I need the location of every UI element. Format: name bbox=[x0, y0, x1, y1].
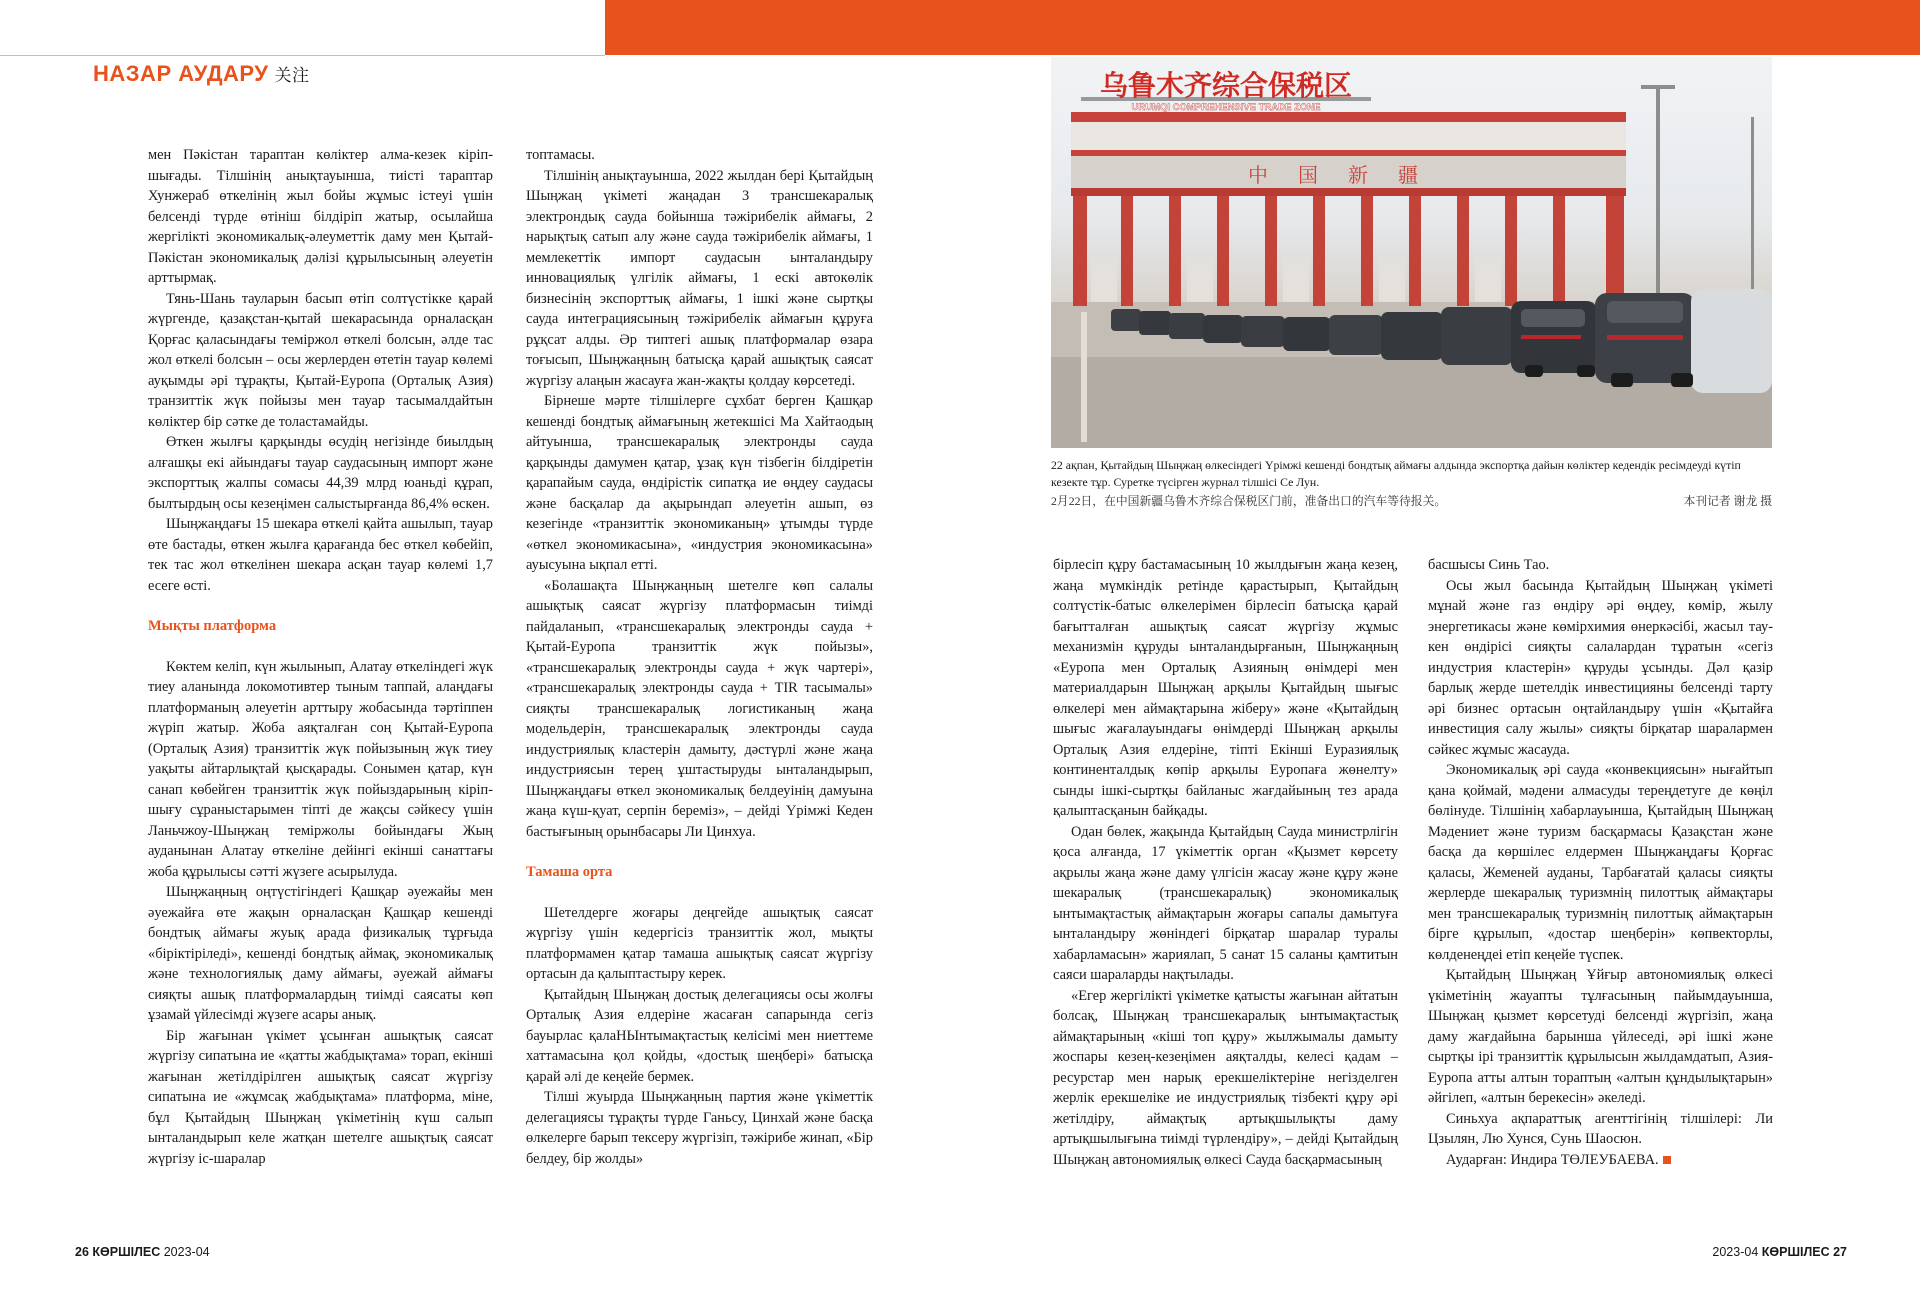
section-title-zh: 关注 bbox=[274, 66, 310, 85]
footer-right bbox=[1712, 1245, 1847, 1259]
section-title: НАЗАР АУДАРУ bbox=[93, 61, 269, 86]
paragraph: «Болашақта Шыңжаңның шетелге көп салалы ашықтық саясат жүргізу платформасын тиімді пайдаланып, «трансшекаралық электронды сауда + Қытай-Еуропа транзиттік жүк пойызы», «трансшекаралық электронды сауда + жүк чартері», «трансшекаралық электронды сауда + TIR тасымалы» сияқты трансшекаралық логистиканың жаңа модельдерін, трансшекаралық электронды сауда индустриялық кластерін дамыту, дәстүрлі және жаңа индустриясын терең ұштастыруды ынталандырып, Шыңжаңдағы өткел экономикалық белдеуінің дамуына жаңа күш-қуат, серпін береміз», – дейді Үрімжі Кеден бастығының орынбасары Ли Цинхуа. bbox=[526, 577, 873, 840]
photo-gate-text: 中国新疆 bbox=[1248, 163, 1448, 187]
paragraph: бірлесіп құру бастамасының 10 жылдығын жаңа кезең, жаңа мүмкіндік ретінде қарастырып, Қытайдың солтүстік-батыс өлкелерімен бірлесіп батысқа қарай бағытталған ашықтық саясат жүргізу жұмыс механизмін құруды ынталандырғанын, Шыңжаңның «Еуропа мен Орталық Азияның өнімдері мен материалдарын Шыңжаң арқылы Қытайдың шығыс өлкелері мен аймақтарына жіберу» және «Қытайдың шығыс жағалауындағы өнімдерді Шыңжаң арқылы Орталық Азия елдеріне, тіпті Екінші Еуразиялық континенталдық көпір арқылы Еуропаға жөнелту» сынды ішкі-сыртқы байланыс жағдайының тез арада қалыптасқанын байқады. bbox=[1053, 557, 1398, 819]
column-1 bbox=[148, 145, 493, 1169]
subheading: Мықты платформа bbox=[148, 618, 277, 634]
photo-credit: 本刊记者 谢龙 摄 bbox=[1683, 494, 1772, 508]
top-rule bbox=[0, 55, 605, 56]
paragraph: Шетелдерге жоғары деңгейде ашықтық саясат жүргізу үшін кедергісіз транзиттік жол, мықты платформамен қатар тамаша ашықтық саясат жүргізу ортасын да қалыптастыру керек. bbox=[526, 904, 873, 982]
top-accent-bar bbox=[605, 0, 1920, 55]
page-number-left: 26 bbox=[75, 1245, 89, 1259]
paragraph: мен Пәкістан тараптан көліктер алма-кезек кіріп-шығады. Тілшінің анықтауынша, тиісті тараптар Хунжераб өткелінің жыл бойы жұмыс істеуі үшін белсенді түрде өтініш білдіріп жатыр, осылайша жергілікті экономикалық-әлеуметтік даму мен Қытай-Пәкістан экономикалық дәлізі құрылысының әлеуетін арттырмақ. bbox=[148, 147, 493, 286]
page-number-right: 27 bbox=[1833, 1245, 1847, 1259]
magazine-name-left: КӨРШІЛЕС bbox=[92, 1245, 161, 1259]
photo-caption bbox=[1051, 457, 1772, 510]
paragraph: Синьхуа ақпараттық агенттігінің тілшілері: Ли Цзылян, Лю Хунся, Сунь Шаосюн. bbox=[1428, 1110, 1773, 1147]
paragraph: Көктем келіп, күн жылынып, Алатау өткеліндегі жүк тиеу аланында локомотивтер тыным таппай, алаңдағы платформаның әлеуетін арттыру жобасында тәртіппен жүріп жатыр. Жоба аяқталған соң Қытай-Еуропа (Орталық Азия) транзиттік жүк пойызының жүк тиеу уақыты айтарлықтай қысқарады. Сонымен қатар, күн санап көбейген транзиттік жүк пойыздарының кіріп-шығу сұраныстарымен тіпті де жақсы сәйкесу үшін Ланьчжоу-Шыңжаң теміржолы бойындағы Жың ауданынан Алатау өткеліне дейінгі екінші санаттағы жоба құрылысы сәтті жүзеге асырылуда. bbox=[148, 658, 493, 880]
section-header bbox=[93, 61, 309, 87]
photo-sign-english: URUMQI COMPREHENSIVE TRADE ZONE bbox=[1131, 102, 1321, 113]
translator-credit: Аударған: Индира ТӨЛЕУБАЕВА. bbox=[1446, 1151, 1659, 1168]
paragraph: Тілшінің анықтауынша, 2022 жылдан бері Қытайдың Шыңжаң үкіметі жаңадан 3 трансшекаралық электрондық сауда бойынша тәжірибелік аймағы, 2 нарықтық сатып алу және сауда тәжірибелік аймағы, 1 мемлекеттік импорт саудасын ынталандыру инновациялық үлгілік аймағы, 1 ескі автокөлік бизнесінің экспорттық аймағы, 1 ішкі және сыртқы сауда интеграциясының тәжірибелік аймағын құруға рұқсат алды. Әр типтегі ашық платформалар өзара тоғысып, Шыңжаңның батысқа қарай ашықтық саясат жүргізу алаңын жасауға жан-жақты қолдау көрсетеді. bbox=[526, 167, 873, 389]
issue-left: 2023-04 bbox=[163, 1245, 210, 1259]
subheading: Тамаша орта bbox=[526, 864, 613, 880]
paragraph: Шыңжаңдағы 15 шекара өткелі қайта ашылып, тауар өте бастады, өткен жылға қарағанда бес өткел көбейіп, тек тас жол өткелінен шекара асқан тауар көлемі 1,7 есеге өсті. bbox=[148, 516, 493, 594]
magazine-name-right: КӨРШІЛЕС bbox=[1761, 1245, 1830, 1259]
paragraph: «Егер жергілікті үкіметке қатысты жағынан айтатын болсақ, Шыңжаң трансшекаралық ынтымақтастық аймақтарының «кіші топ құру» жылжымалы дамыту жоспары кезең-кезеңімен аяқталды, келесі қадам – ресурстар мен нарық ерекшеліктеріне негізделген жерлік ерекшеліке ие индустриялық тізбекті құру әрі жетілдіру, аймақтық артықшылықты даму артықшылығына тиімді түрлендіру», – дейді Қытайдың Шыңжаң автономиялық өлкесі Сауда басқармасының bbox=[1053, 987, 1398, 1168]
caption-chinese-row bbox=[1051, 493, 1772, 510]
paragraph: Қытайдың Шыңжаң Ұйғыр автономиялық өлкесі үкіметінің жауапты тұлғасының пайымдауынша, Шыңжаң қызмет көрсетуді белсенді жүргізіп, жаңа даму жағдайына барынша үйлеседі, әрі ішкі және сыртқы ірі транзиттік құрылысын жылдамдатып, Азия-Еуропа атты алтын тораптың «алтын құндылықтарын» әйгілеп, «алтын берекесін» әкеледі. bbox=[1428, 967, 1773, 1106]
column-3 bbox=[1053, 555, 1398, 1170]
paragraph: топтамасы. bbox=[526, 147, 595, 163]
caption-chinese: 2月22日，在中国新疆乌鲁木齐综合保税区门前，准备出口的汽车等待报关。 bbox=[1051, 494, 1447, 508]
paragraph: Тянь-Шань тауларын басып өтіп солтүстікке қарай жүргенде, қазақстан-қытай шекарасында орналасқан Қорғас қаласындағы теміржол өткелі болсын, әлде тас жол өткелі болсын – осы жерлерден өтетін тауар көлемі ауқымды әрі тұрақты, Қытай-Еуропа (Орталық Азия) транзиттік жүк пойызы мен тауар тасымалдайтын көліктер бір сәтке де толастамайды. bbox=[148, 290, 493, 430]
caption-kazakh: 22 ақпан, Қытайдың Шыңжаң өлкесіндегі Үрімжі кешенді бондтық аймағы алдында экспортқа дайын көліктер кедендік ресімдеуді күтіп кезекте тұр. Суретке түсірген журнал тілшісі Се Лун. bbox=[1051, 458, 1741, 489]
paragraph bbox=[1428, 1150, 1773, 1171]
photo-trade-zone-gate bbox=[1051, 57, 1772, 448]
paragraph: басшысы Синь Тао. bbox=[1428, 557, 1550, 573]
paragraph: Өткен жылғы қарқынды өсудің негізінде биылдың алғашқы екі айындағы тауар саудасының импорт және экспорттық жалпы сомасы 44,39 млрд юаньді құрап, былтырдың осы кезеңімен салыстырғанда 86,4% өскен. bbox=[148, 434, 493, 512]
column-2 bbox=[526, 145, 873, 1169]
paragraph: Қытайдың Шыңжаң достық делегациясы осы жолғы Орталық Азия елдеріне жасаған сапарында сегіз бауырлас қалаНЫнтымақтастық келісімі мен ниеттеме хаттамасына қол қойды, «достық шеңбері» батысқа қарай әлі де кеңейе бермек. bbox=[526, 986, 873, 1085]
paragraph: Осы жыл басында Қытайдың Шыңжаң үкіметі мұнай және газ өндіру әрі өңдеу, көмір, жылу энергетикасы және көмірхимия өнеркәсібі, жасыл тау-кен өндірісі сияқты салалардан тұратын «сегіз индустрия кластерін» құруды ұсынды. Дәл қазір барлық жерде шетелдік инвестицияны белсенді тарту әрі бизнес ортасын оңтайландыру үшін «Қытайға инвестиция салу жылы» сияқты бірқатар шаралармен сәйкес жұмыс жасауда. bbox=[1428, 577, 1773, 758]
paragraph: Шыңжаңның оңтүстігіндегі Қашқар әуежайы мен әуежайға өте жақын орналасқан Қашқар кешенді бондтық аймағы жуық арада физикалық тұрғыда «біріктіріледі», кешенді бондтық аймақ, экономикалық және технологиялық даму аймағы, әуежай аймағы сияқты ашық платформалардың тиімді саясаты көп ұзамай үйлесімді жүзеге асары анық. bbox=[148, 884, 493, 1023]
paragraph: Тілші жуырда Шыңжаңның партия және үкіметтік делегациясы тұрақты түрде Ганьсу, Цинхай және басқа өлкелерге барып тексеру жүргізіп, тәжірибе жинап, «Бір белдеу, бір жолды» bbox=[526, 1089, 873, 1167]
end-mark-icon bbox=[1663, 1156, 1671, 1164]
column-4 bbox=[1428, 555, 1773, 1170]
paragraph: Бір жағынан үкімет ұсынған ашықтық саясат жүргізу сипатына ие «қатты жабдықтама» торап, екінші жағынан жетілдірілген ашықтық саясат жүргізу сипатына ие «жұмсақ жабдықтама» платформа, міне, бұл Қытайдың Шыңжаң үкіметінің күш салып ынталандырып келе жатқан шетелге ашықтық саясат жүргізу іс-шаралар bbox=[148, 1027, 493, 1167]
issue-right: 2023-04 bbox=[1712, 1245, 1759, 1259]
photo-sign-chinese: 乌鲁木齐综合保税区 bbox=[1099, 69, 1353, 102]
paragraph: Одан бөлек, жақында Қытайдың Сауда министрлігін қоса алғанда, 17 үкіметтік орган «Қызмет көрсету ақрылы жаңа және даму үлгісін жасау және құру және шекаралық (трансшекаралық) экономикалық ынтымақтастық аймақтарын жоғары сапалы дамытуға ынталандыру жөніндегі бірқатар шаралар туралы хабарламасын» жариялап, 5 санат 15 саланы қамтитын саяси шараларды нақтылады. bbox=[1053, 823, 1398, 983]
paragraph: Экономикалық әрі сауда «конвекциясын» нығайтып қана қоймай, мәдени алмасуды тереңдетуге де көңіл бөлінуде. Тілшінің хабарлауынша, Қытайдың Шыңжаң Мәдениет және туризм басқармасы Қазақстан және басқа да көршілес елдермен Шыңжаңдағы Қорғас қаласы, Жеменей ауданы, Тарбағатай қаласы сияқты жерлерде шекаралық туризмнің пилоттық аймақтары мен трансшекаралық туризмнің пилоттық аймақтарын бірге құрылып, «достар шеңберін» көпвекторлы, көлденеңдеі етіп кеңейе түспек. bbox=[1428, 762, 1773, 963]
footer-left bbox=[75, 1245, 210, 1259]
paragraph: Бірнеше мәрте тілшілерге сұхбат берген Қашқар кешенді бондтық аймағының жетекшісі Ма Хайтаодың айтуынша, трансшекаралық электронды сауда қарқынды дамумен қатар, ұзақ күн тізбегін білдіретін қарапайым сауда, өндірістік сипатқа ие өңдеу саудасы және басқалар да ақырындап әлеуетін ашып, өз кезегінде «транзиттік экономиканың» ұтымды түрде «өткел экономикасына», «индустрия экономикасына» ауысуына ықпал етті. bbox=[526, 393, 873, 573]
